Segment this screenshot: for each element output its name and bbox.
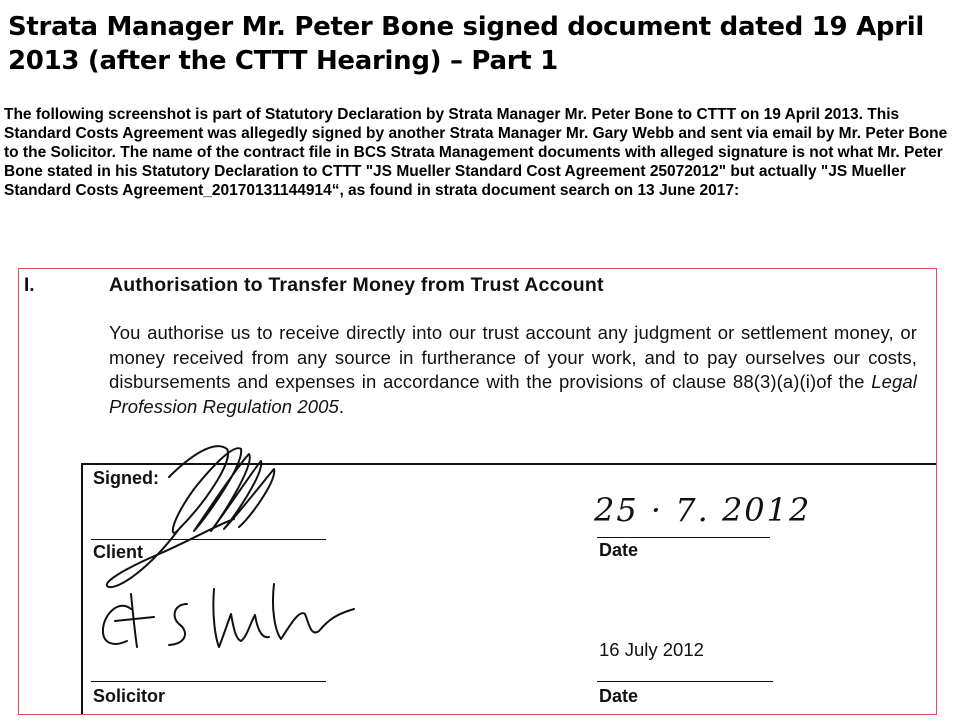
client-signature	[107, 446, 274, 587]
section-heading: Authorisation to Transfer Money from Trust Account	[109, 274, 604, 296]
solicitor-label: Solicitor	[93, 686, 166, 706]
page-title: Strata Manager Mr. Peter Bone signed document dated 19 April 2013 (after the CTTT Hearing) – Part 1	[8, 12, 924, 76]
solicitor-signature	[103, 584, 354, 647]
handwritten-signatures	[19, 269, 937, 715]
typed-date: 16 July 2012	[599, 639, 704, 660]
signed-label: Signed:	[93, 468, 159, 488]
scanned-document-excerpt	[18, 268, 937, 715]
date-label-2: Date	[599, 686, 639, 706]
paragraph-end: .	[338, 395, 345, 417]
regulation-name: Legal Profession Regulation 2005	[109, 371, 917, 417]
date-label-1: Date	[599, 540, 639, 560]
section-number: I.	[24, 275, 35, 296]
handwritten-date: 25 · 7. 2012	[594, 491, 812, 529]
paragraph-text: You authorise us to receive directly into our trust account any judgment or settlement money, or money received from any source in furtherance of your work, and to pay ourselves our costs, disbursements and expenses in accordance with the provisions of clause 88(3)(a)(i)of the	[109, 322, 917, 392]
client-label: Client	[93, 542, 144, 562]
intro-paragraph: The following screenshot is part of Statutory Declaration by Strata Manager Mr. Peter Bone to CTTT on 19 April 2013. This Standard Costs Agreement was allegedly signed by another Strata Manager Mr. Gary Webb and sent via email by Mr. Peter Bone to the Solicitor. The name of the contract file in BCS Strata Management documents with alleged signature is not what Mr. Peter Bone stated in his Statutory Declaration to CTTT "JS Mueller Standard Cost Agreement 25072012" but actually "JS Mueller Standard Costs Agreement_20170131144914“, as found in strata document search on 13 June 2017:	[4, 106, 948, 199]
